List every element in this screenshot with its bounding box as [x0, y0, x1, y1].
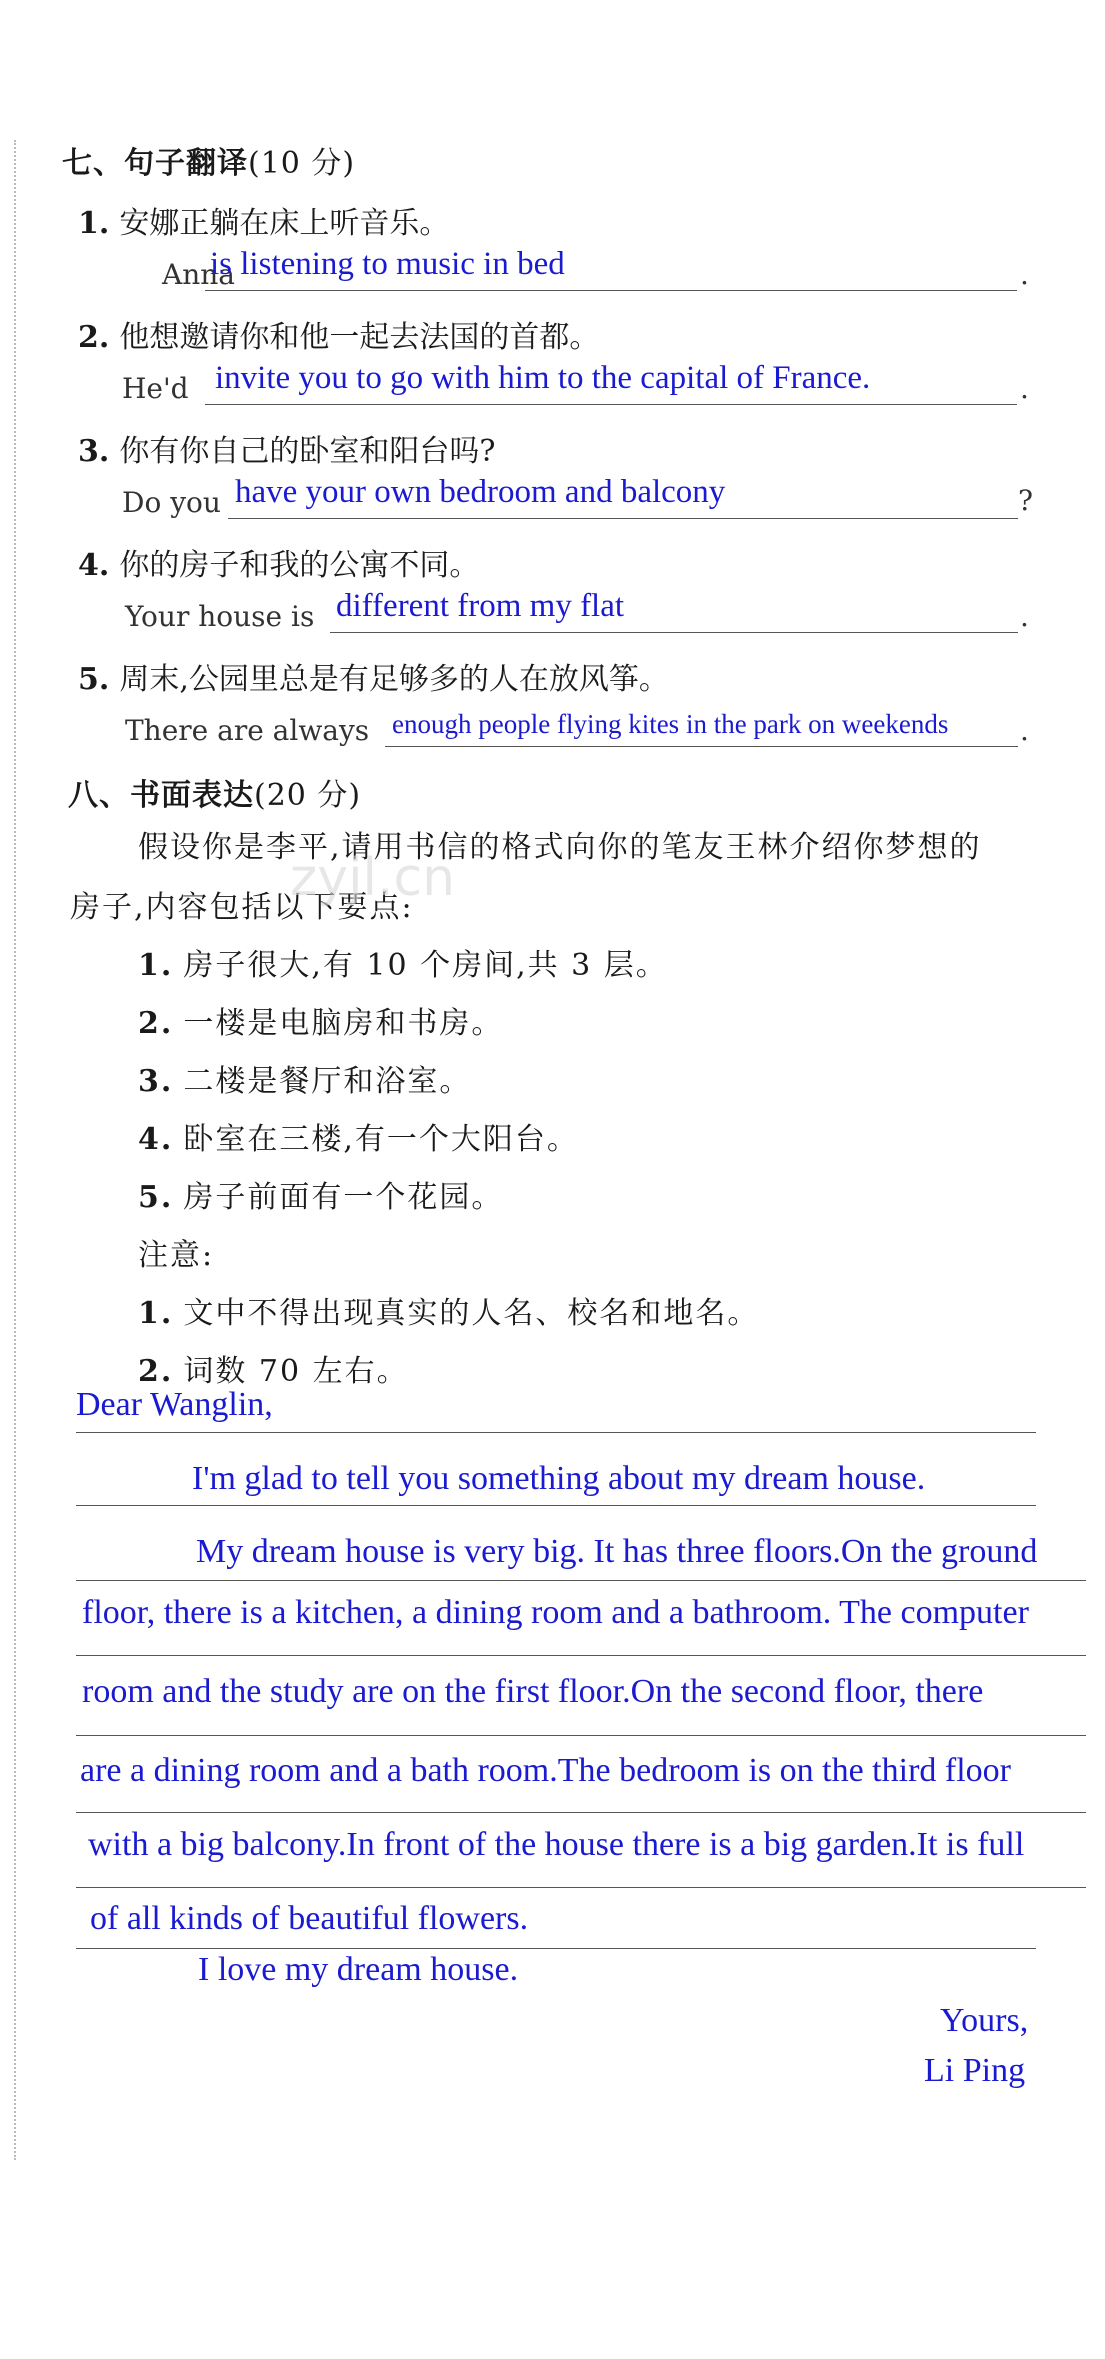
letter-closing: Yours,: [940, 2002, 1029, 2039]
answer-prefix: Anna: [162, 258, 235, 291]
question-1: [78, 198, 449, 242]
point-text: 房子很大,有 10 个房间,共 3 层。: [183, 948, 668, 983]
point-number: 2.: [138, 1006, 174, 1041]
notice-text: 文中不得出现真实的人名、校名和地名。: [183, 1296, 760, 1331]
section-8-points: (20 分): [254, 778, 362, 813]
point-3: [138, 1056, 471, 1100]
writing-rule: [76, 1505, 1036, 1506]
point-5: [138, 1172, 503, 1216]
question-text: 周末,公园里总是有足够多的人在放风筝。: [119, 662, 669, 697]
handwritten-answer: different from my flat: [336, 588, 625, 624]
question-3: [78, 426, 495, 470]
end-punctuation: .: [1020, 372, 1029, 405]
answer-prefix: Your house is: [125, 600, 315, 633]
handwritten-answer: have your own bedroom and balcony: [235, 474, 726, 510]
point-2: [138, 998, 503, 1042]
notice-2: [138, 1346, 409, 1390]
point-text: 房子前面有一个花园。: [183, 1180, 504, 1215]
answer-prefix: There are always: [125, 714, 370, 747]
essay-line: floor, there is a kitchen, a dining room and a bathroom. The computer: [82, 1594, 1029, 1631]
handwritten-answer: invite you to go with him to the capital of France.: [215, 360, 871, 396]
writing-rule: [76, 1580, 1086, 1581]
handwritten-answer: is listening to music in bed: [210, 246, 565, 282]
notice-1: [138, 1288, 759, 1332]
prompt-line: 假设你是李平,请用书信的格式向你的笔友王林介绍你梦想的: [138, 830, 982, 865]
binding-margin: [14, 140, 16, 2160]
end-punctuation: .: [1020, 714, 1029, 747]
point-1: [138, 940, 668, 984]
question-number: 5.: [78, 662, 110, 697]
handwritten-answer: enough people flying kites in the park on weekends: [392, 709, 949, 739]
essay-line: with a big balcony.In front of the house there is a big garden.It is full: [88, 1826, 1025, 1863]
writing-rule: [76, 1812, 1086, 1813]
watermark-text: zyjl.cn: [290, 848, 456, 908]
section-7-title: [62, 138, 355, 182]
answer-prefix: He'd: [122, 372, 189, 405]
point-4: [138, 1114, 579, 1158]
essay-line: I love my dream house.: [198, 1951, 519, 1988]
section-8-title: [68, 770, 361, 814]
question-text: 你的房子和我的公寓不同。: [119, 548, 480, 583]
essay-line: I'm glad to tell you something about my dream house.: [192, 1460, 926, 1497]
notice-label: 注意:: [138, 1238, 215, 1273]
point-number: 5.: [138, 1180, 174, 1215]
essay-line: room and the study are on the first floor.On the second floor, there: [82, 1673, 984, 1710]
question-number: 2.: [78, 320, 110, 355]
question-number: 4.: [78, 548, 110, 583]
notice-number: 2.: [138, 1354, 174, 1389]
writing-rule: [76, 1735, 1086, 1736]
section-7-points: (10 分): [248, 146, 356, 181]
point-number: 3.: [138, 1064, 174, 1099]
writing-rule: [76, 1655, 1086, 1656]
answer-prefix: Do you: [122, 486, 221, 519]
prompt-line: 房子,内容包括以下要点:: [70, 890, 414, 925]
section-7-title-text: 七、句子翻译: [62, 146, 248, 181]
essay-line: are a dining room and a bath room.The bedroom is on the third floor: [80, 1752, 1011, 1789]
point-number: 4.: [138, 1122, 174, 1157]
essay-line: of all kinds of beautiful flowers.: [90, 1900, 529, 1937]
point-text: 一楼是电脑房和书房。: [183, 1006, 504, 1041]
end-punctuation: .: [1020, 600, 1029, 633]
end-punctuation: .: [1020, 258, 1029, 291]
question-5: [78, 654, 669, 698]
question-text: 安娜正躺在床上听音乐。: [119, 206, 450, 241]
notice-number: 1.: [138, 1296, 174, 1331]
question-text: 他想邀请你和他一起去法国的首都。: [119, 320, 600, 355]
question-number: 1.: [78, 206, 110, 241]
point-text: 二楼是餐厅和浴室。: [183, 1064, 472, 1099]
writing-rule: [76, 1432, 1036, 1433]
question-4: [78, 540, 479, 584]
question-2: [78, 312, 599, 356]
question-number: 3.: [78, 434, 110, 469]
essay-greeting: Dear Wanglin,: [76, 1386, 273, 1423]
notice-text: 词数 70 左右。: [183, 1354, 409, 1389]
section-8-title-text: 八、书面表达: [68, 778, 254, 813]
question-text: 你有你自己的卧室和阳台吗?: [119, 434, 496, 469]
writing-rule: [76, 1887, 1086, 1888]
end-punctuation: ?: [1018, 484, 1034, 517]
point-text: 卧室在三楼,有一个大阳台。: [183, 1122, 579, 1157]
point-number: 1.: [138, 948, 174, 983]
writing-rule: [76, 1948, 1036, 1949]
letter-signature: Li Ping: [924, 2052, 1026, 2089]
essay-line: My dream house is very big. It has three floors.On the ground: [196, 1533, 1038, 1570]
